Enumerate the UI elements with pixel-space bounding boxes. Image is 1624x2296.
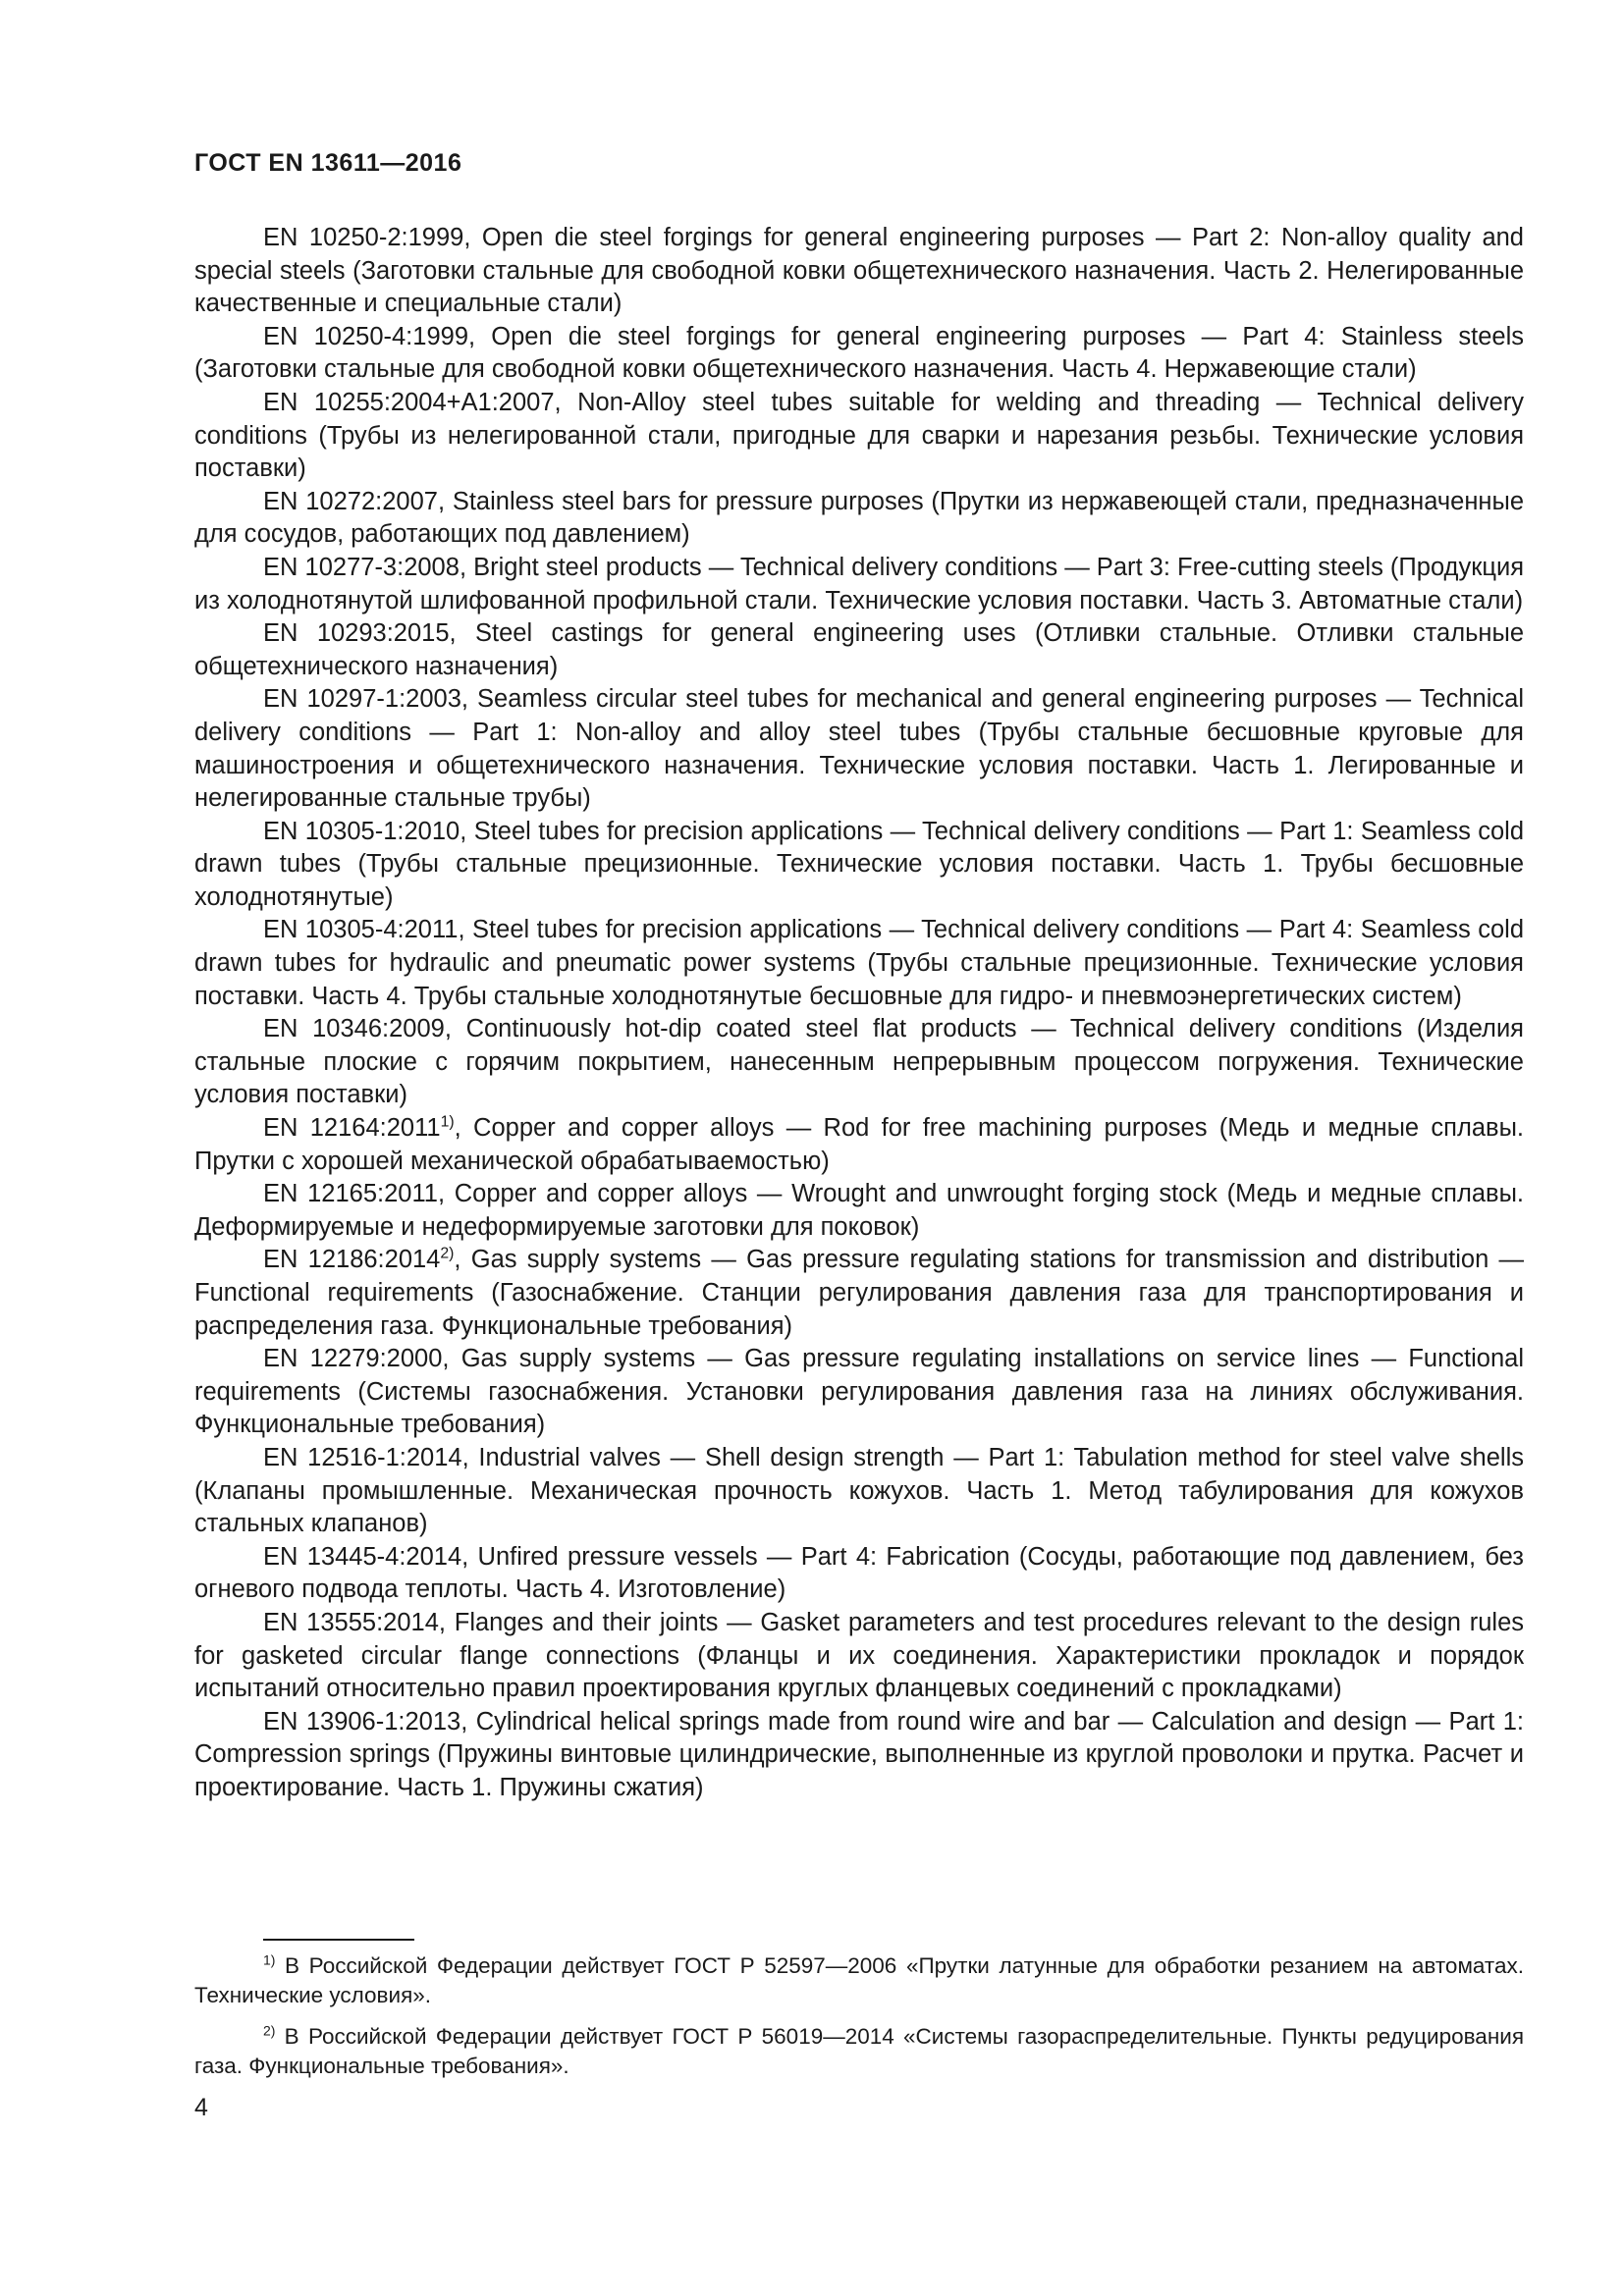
- reference-code: EN 10272:2007: [263, 487, 438, 515]
- reference-code: EN 10250-4:1999: [263, 322, 468, 350]
- reference-code: EN 13555:2014: [263, 1608, 439, 1636]
- reference-text: , Continuously hot-dip coated steel flat products — Technical delivery conditions (Изделия стальные плоские с горячим покрытием, нанесенным непрерывным процессом погружения. Технические условия поставки): [194, 1015, 1524, 1109]
- reference-text: , Open die steel forgings for general engineering purposes — Part 2: Non-alloy quality and special steels (Заготовки стальные для свободной ковки общетехнического назначения. Часть 2. Нелегированные качественные и специальные стали): [194, 224, 1524, 318]
- reference-text: , Gas supply systems — Gas pressure regulating stations for transmission and distribution — Functional requirements (Газоснабжение. Станции регулирования давления газа для транспортирования и распределения газа. Функциональные требования): [194, 1246, 1524, 1340]
- page-number: 4: [194, 2094, 208, 2121]
- reference-code: EN 10297-1:2003: [263, 685, 461, 714]
- reference-entry: [194, 1178, 1524, 1244]
- reference-entry: [194, 1343, 1524, 1442]
- footnote-mark: 2): [263, 2022, 276, 2039]
- footnote-text: В Российской Федерации действует ГОСТ Р 52597—2006 «Прутки латунные для обработки резанием на автоматах. Технические условия».: [194, 1953, 1524, 2007]
- normative-references-list: [194, 222, 1524, 1805]
- reference-code: EN 13906-1:2013: [263, 1707, 461, 1735]
- reference-entry: [194, 1607, 1524, 1706]
- reference-code: EN 10293:2015: [263, 619, 450, 648]
- reference-entry: [194, 1706, 1524, 1805]
- reference-text: , Industrial valves — Shell design strength — Part 1: Tabulation method for steel valve shells (Клапаны промышленные. Механическая прочность кожухов. Часть 1. Метод табулирования для кожухов стальных клапанов): [194, 1443, 1524, 1538]
- reference-text: , Flanges and their joints — Gasket parameters and test procedures relevant to the design rules for gasketed circular flange connections (Фланцы и их соединения. Характеристики прокладок и порядок испытаний относительно правил проектирования круглых фланцевых соединений с прокладками): [194, 1608, 1525, 1703]
- reference-text: , Steel tubes for precision applications — Technical delivery conditions — Part 1: Seamless cold drawn tubes (Трубы стальные прецизионные. Технические условия поставки. Часть 1. Трубы бесшовные холоднотянутые): [194, 817, 1524, 911]
- reference-text: , Bright steel products — Technical delivery conditions — Part 3: Free-cutting steels (Продукция из холоднотянутой шлифованной профильной стали. Технические условия поставки. Часть 3. Автоматные стали): [194, 553, 1525, 614]
- footnote: [194, 2022, 1524, 2081]
- reference-entry: [194, 1013, 1524, 1112]
- reference-text: , Non-Alloy steel tubes suitable for welding and threading — Technical delivery conditions (Трубы из нелегированной стали, пригодные для сварки и нарезания резьбы. Технические условия поставки): [194, 388, 1524, 483]
- reference-code: EN 12164:2011: [263, 1114, 441, 1143]
- reference-entry: [194, 222, 1524, 321]
- reference-code: EN 10255:2004+A1:2007: [263, 388, 555, 416]
- reference-entry: [194, 552, 1524, 617]
- document-header: ГОСТ EN 13611—2016: [194, 149, 462, 177]
- reference-text: , Cylindrical helical springs made from round wire and bar — Calculation and design — Part 1: Compression springs (Пружины винтовые цилиндрические, выполненные из круглой проволоки и прутка. Расчет и проектирование. Часть 1. Пружины сжатия): [194, 1707, 1524, 1801]
- footnote-marker: 1): [440, 1113, 455, 1131]
- footnote-mark: 1): [263, 1951, 276, 1968]
- reference-entry: [194, 1244, 1524, 1343]
- footnote-marker: 2): [440, 1245, 455, 1262]
- reference-text: , Stainless steel bars for pressure purposes (Прутки из нержавеющей стали, предназначенные для сосудов, работающих под давлением): [194, 487, 1525, 549]
- reference-code: EN 10305-4:2011: [263, 916, 459, 944]
- reference-entry: [194, 1541, 1524, 1607]
- reference-entry: [194, 683, 1524, 815]
- reference-code: EN 12516-1:2014: [263, 1443, 462, 1471]
- footnote-divider: [263, 1939, 414, 1941]
- reference-text: , Seamless circular steel tubes for mechanical and general engineering purposes — Technical delivery conditions — Part 1: Non-alloy and alloy steel tubes (Трубы стальные бесшовные круговые для машиностроения и общетехнического назначения. Технические условия поставки. Часть 1. Легированные и нелегированные стальные трубы): [194, 685, 1524, 813]
- reference-entry: [194, 321, 1524, 387]
- footnote: [194, 1951, 1524, 2010]
- reference-code: EN 12186:2014: [263, 1246, 441, 1274]
- footnotes: [194, 1951, 1524, 2093]
- reference-text: , Unfired pressure vessels — Part 4: Fabrication (Сосуды, работающие под давлением, без огневого подвода теплоты. Часть 4. Изготовление): [194, 1542, 1524, 1604]
- reference-code: EN 10277-3:2008: [263, 553, 460, 581]
- reference-code: EN 12165:2011: [263, 1180, 438, 1208]
- reference-code: EN 10305-1:2010: [263, 817, 460, 845]
- reference-entry: [194, 1112, 1524, 1178]
- reference-text: , Steel castings for general engineering uses (Отливки стальные. Отливки стальные общетехнического назначения): [194, 619, 1524, 680]
- reference-text: , Copper and copper alloys — Wrought and unwrought forging stock (Медь и медные сплавы. Деформируемые и недеформируемые заготовки для поковок): [194, 1180, 1524, 1241]
- reference-code: EN 13445-4:2014: [263, 1542, 462, 1571]
- reference-entry: [194, 816, 1524, 915]
- reference-text: , Copper and copper alloys — Rod for free machining purposes (Медь и медные сплавы. Прутки с хорошей механической обрабатываемостью): [194, 1114, 1525, 1175]
- reference-code: EN 10250-2:1999: [263, 224, 464, 251]
- reference-entry: [194, 1442, 1524, 1541]
- reference-text: , Steel tubes for precision applications — Technical delivery conditions — Part 4: Seamless cold drawn tubes for hydraulic and pneumatic power systems (Трубы стальные прецизионные. Технические условия поставки. Часть 4. Трубы стальные холоднотянутые бесшовные для гидро- и пневмоэнергетических систем): [194, 916, 1524, 1010]
- footnote-text: В Российской Федерации действует ГОСТ Р 56019—2014 «Системы газораспределительные. Пункты редуцирования газа. Функциональные требования».: [194, 2024, 1524, 2078]
- reference-text: , Gas supply systems — Gas pressure regulating installations on service lines — Functional requirements (Системы газоснабжения. Установки регулирования давления газа на линиях обслуживания. Функциональные требования): [194, 1345, 1524, 1439]
- reference-entry: [194, 486, 1524, 552]
- reference-code: EN 10346:2009: [263, 1015, 445, 1043]
- reference-text: , Open die steel forgings for general engineering purposes — Part 4: Stainless steels (Заготовки стальные для свободной ковки общетехнического назначения. Часть 4. Нержавеющие стали): [194, 322, 1524, 384]
- reference-entry: [194, 914, 1524, 1013]
- reference-entry: [194, 617, 1524, 683]
- reference-code: EN 12279:2000: [263, 1345, 443, 1373]
- reference-entry: [194, 387, 1524, 486]
